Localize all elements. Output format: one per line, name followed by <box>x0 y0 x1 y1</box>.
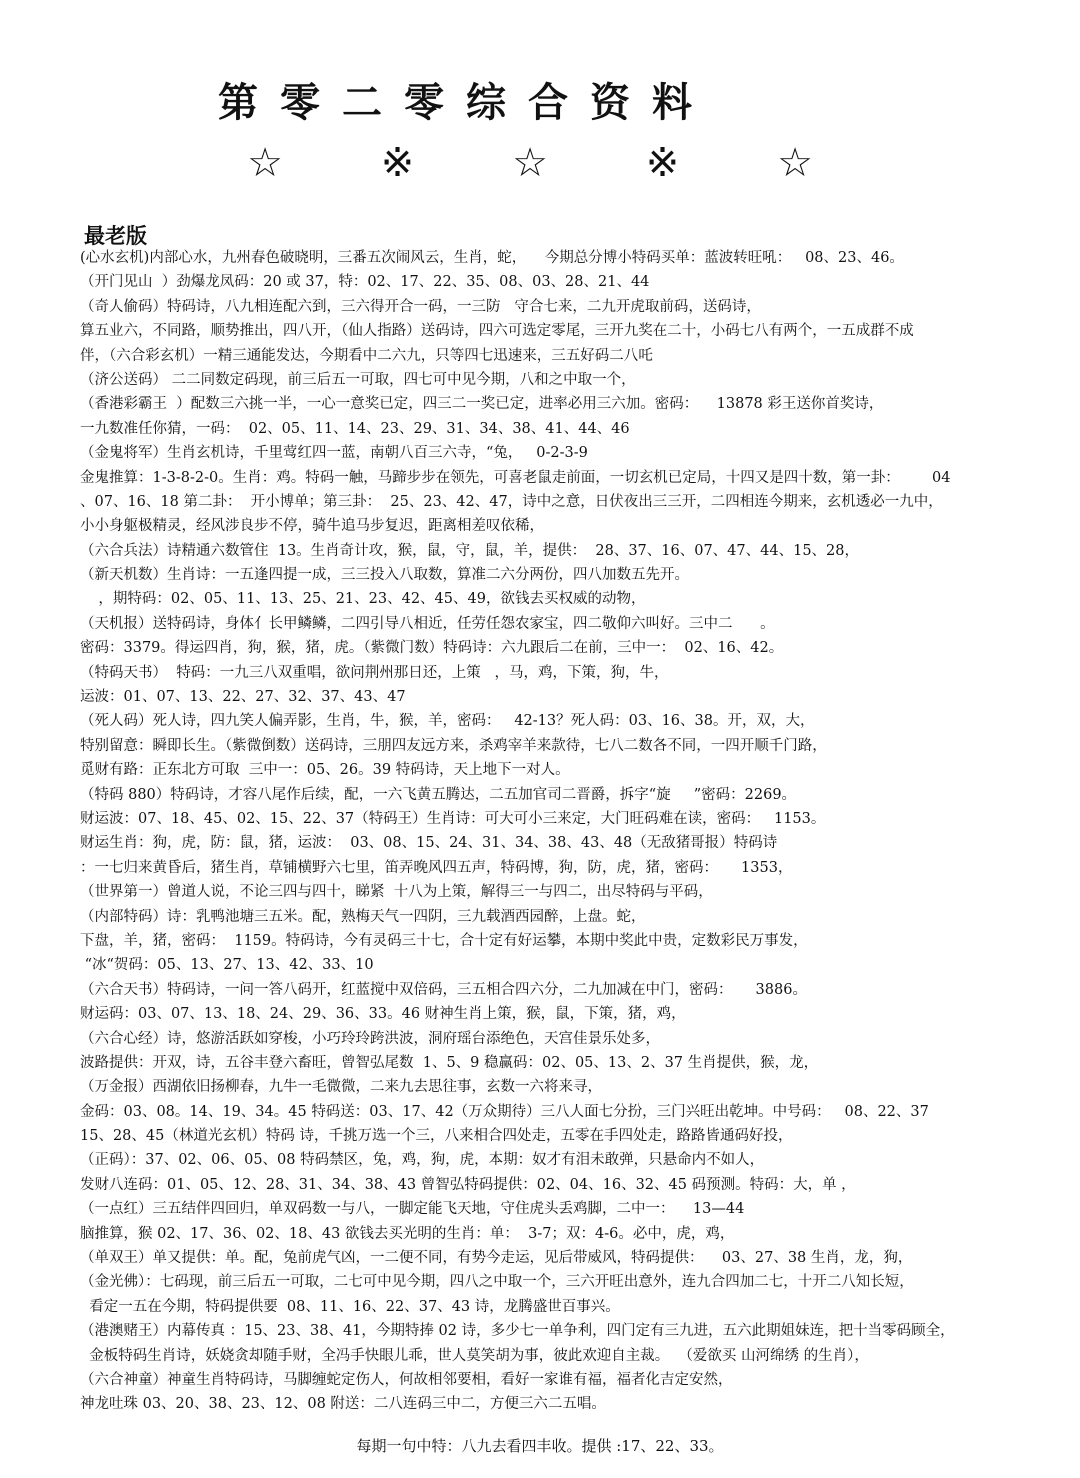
text-line: （单双王）单又提供：单。配，兔前虎气凶，一二便不同，有势今走运，见后带威风，特码提供： 03、27、38 生肖，龙，狗， <box>80 1250 913 1267</box>
text-line: 金板特码生肖诗，妖娆贪却随手财，全冯手快眼儿乖，世人莫笑胡为事，彼此欢迎自主裁。 （爱欲买 山河绵绣 的生肖）， <box>80 1347 869 1364</box>
text-line: 财运波：07、18、45、02、15、22、37（特码王）生肖诗：可大可小三来定，大门旺码难在读，密码： 1153。 <box>80 810 826 827</box>
text-line: （世界第一）曾道人说，不论三四与四十，睇紧 十八为上策，解得三一与四二，出尽特码与平码， <box>80 884 713 901</box>
version-label: 最老版 <box>84 224 147 248</box>
text-line: 看定一五在今期，特码提供要 08、11、16、22、37、43 诗，龙腾盛世百事兴。 <box>80 1298 620 1315</box>
text-line: 一九数准任你猜，一码： 02、05、11、14、23、29、31、34、38、41、44、46 <box>80 420 630 437</box>
text-line: 财运生肖：狗，虎，防：鼠，猪，运波： 03、08、15、24、31、34、38、43、48（无敌猪哥报）特码诗 <box>80 835 778 852</box>
star-icon: ☆ <box>777 140 813 186</box>
text-line: （奇人偷码）特码诗，八九相连配六到，三六得开合一码，一三防 守合七来，二九开虎取前码，送码诗， <box>80 298 761 315</box>
text-line: （港澳赌王）内幕传真 ：15、23、38、41，今期特捧 02 诗，多少七一单争利，四门定有三九进，五六此期姐妹连，把十当零码顾全， <box>80 1323 955 1340</box>
text-line: 伴，（六合彩玄机）一精三通能发达，今期看中二六九，只等四七迅速来，三五好码二八吒 <box>80 347 653 364</box>
text-line: ：一七归来黄昏后，猪生肖，草铺横野六七里，笛弄晚风四五声，特码博，狗，防，虎，猪，密码： 1353， <box>80 859 793 876</box>
star-icon: ☆ <box>247 140 283 186</box>
text-line: （六合兵法）诗精通六数管住 13。生肖奇计攻，猴，鼠，守，鼠，羊，提供： 28、37、16、07、47、44、15、28， <box>80 542 859 559</box>
text-line: （万金报）西湖依旧扬柳春，九牛一毛微微，二来九去思往事，玄数一六将来寻， <box>80 1079 602 1096</box>
document-footer: 每期一句中特：八九去看四丰收。提供 :17、22、33。 <box>356 1437 724 1455</box>
text-line: (心水玄机)内部心水，九州春色破晓明，三番五次闹风云，生肖，蛇， 今期总分博小特码买单：蓝波转旺吼： 08、23、46。 <box>80 250 904 266</box>
document-title: 第零二零综合资料 <box>218 80 714 126</box>
text-line: 金鬼推算：1-3-8-2-0。生肖：鸡。特码一触，马蹄步步在领先，可喜老鼠走前面，一切玄机已定局，十四又是四十数，第一卦： 04 <box>80 469 951 486</box>
text-line: （新天机数）生肖诗：一五逢四提一成，三三投入八取数，算准二六分两份，四八加数五先开。 <box>80 567 689 584</box>
reference-mark-icon: ※ <box>380 140 415 186</box>
text-line: 神龙吐珠 03、20、38、23、12、08 附送：二八连码三中二，方便三六二五唱。 <box>80 1396 606 1413</box>
text-line: （香港彩霸王 ）配数三六挑一半，一心一意奖已定，四三二一奖已定，进率必用三六加。密码： 13878 彩王送你首奖诗， <box>80 396 884 413</box>
reference-mark-icon: ※ <box>645 140 680 186</box>
text-line: （死人码）死人诗，四九笑人偏弄影，生肖，牛，猴，羊，密码： 42-13？死人码：03、16、38。开，双，大， <box>80 713 815 730</box>
text-line: （一点红）三五结伴四回归，单双码数一与八，一脚定能飞天地，守住虎头丢鸡脚，二中一： 13—44 <box>80 1201 745 1218</box>
text-line: 算五业六，不同路，顺势推出，四八开，（仙人指路）送码诗，四六可选定零尾，三开九奖在二十，小码七八有两个，一五成群不成 <box>80 323 914 340</box>
text-line: 波路提供：开双，诗，五谷丰登六畜旺，曾智弘尾数 1、5、9 稳赢码：02、05、13、2、37 生肖提供，猴，龙， <box>80 1054 819 1071</box>
decorative-symbol-row <box>240 138 820 188</box>
document-body <box>80 246 1030 1417</box>
star-icon: ☆ <box>512 140 548 186</box>
text-line: （天机报）送特码诗，身体亻长甲鳞鳞，二四引导八相近，任劳任怨农家宝，四二敬仰六叫好。三中二 。 <box>80 615 775 632</box>
text-line: （特码 880）特码诗，才容八尾作后续，配，一六飞黄五腾达，二五加官司二晋爵，拆字“旋 ”密码：2269。 <box>80 786 797 803</box>
text-line: 下盘，羊，猪，密码： 1159。特码诗，今有灵码三十七，合十定有好运攀，本期中奖此中贵，定数彩民万事发， <box>80 932 808 949</box>
text-line: 金码：03、08。14、19、34。45 特码送：03、17、42（万众期待）三八人面七分扮，三门兴旺出乾坤。中号码： 08、22、37 <box>80 1103 929 1120</box>
text-line: ，期特码：02、05、11、13、25、21、23、42、45、49，欲钱去买权威的动物， <box>80 591 646 608</box>
text-line: 特别留意：瞬即长生。（紫微倒数）送码诗，三朋四友远方来，杀鸡宰羊来款待，七八二数各不同，一四开顺千门路， <box>80 737 827 754</box>
text-line: （六合神童）神童生肖特码诗，马脚缠蛇定伤人，何故相邻要相，看好一家谁有福，福者化吉定安然， <box>80 1371 733 1388</box>
text-line: （特码天书） 特码：一九三八双重唱，欲问荆州那日还，上策 ，马，鸡，下策，狗，牛， <box>80 664 669 681</box>
text-line: 运波：01、07、13、22、27、32、37、43、47 <box>80 689 406 706</box>
text-line: （六合心经）诗，悠游活跃如穿梭，小巧玲玲跨洪波，洞府瑶台添绝色，天宫佳景乐处多， <box>80 1030 660 1047</box>
text-line: （正码）：37、02、06、05、08 特码禁区，兔，鸡，狗，虎，本期：奴才有泪未敢弹，只悬命内不如人， <box>80 1152 765 1169</box>
text-line: （金光佛）：七码现，前三后五一可取，二七可中见今期，四八之中取一个，三六开旺出意外，连九合四加二七，十开二八知长短， <box>80 1274 914 1291</box>
text-line: （金鬼将军）生肖玄机诗，千里莺红四一蓝，南朝八百三六寺，“兔， 0-2-3-9 <box>80 445 588 462</box>
text-line: 脑推算，猴 02、17、36、02、18、43 欲钱去买光明的生肖：单： 3-7；双：4-6。必中，虎，鸡， <box>80 1225 735 1242</box>
text-line: 、07、16、18 第二卦： 开小博单；第三卦： 25、23、42、47，诗中之意，日伏夜出三三开，二四相连今期来，玄机透必一九中， <box>80 493 943 510</box>
text-line: 15、28、45（林道光玄机）特码 诗，千挑万选一个三，八来相合四处走，五零在手四处走，路路皆通码好投， <box>80 1128 793 1145</box>
text-line: （内部特码）诗：乳鸭池塘三五米。配，熟梅天气一四阴，三九载酒西园醉，上盘。蛇， <box>80 908 646 925</box>
text-line: 发财八连码：01、05、12、28、31、34、38、43 曾智弘特码提供：02、04、16、32、45 码预测。特码：大，单 ， <box>80 1176 856 1193</box>
text-line: 觅财有路：正东北方可取 三中一：05、26。39 特码诗，天上地下一对人。 <box>80 762 570 779</box>
text-line: “冰“贺码：05、13、27、13、42、33、10 <box>80 957 374 974</box>
text-line: （济公送码） 二二同数定码现，前三后五一可取，四七可中见今期，八和之中取一个， <box>80 371 636 388</box>
text-line: 小小身躯极精灵，经风涉良步不停，骑牛追马步复迟，距离相差叹依稀， <box>80 518 544 535</box>
text-line: 财运码：03、07、13、18、24、29、36、33。46 财神生肖上策，猴，鼠，下策，猪，鸡， <box>80 1006 686 1023</box>
text-line: （开门见山 ）劲爆龙凤码：20 或 37，特：02、17、22、35、08、03、28、21、44 <box>80 274 650 291</box>
text-line: 密码：3379。得运四肖，狗，猴，猪，虎。（紫微门数）特码诗：六九跟后二在前，三中一： 02、16、42。 <box>80 640 784 657</box>
text-line: （六合天书）特码诗，一问一答八码开，红蓝搅中双倍码，三五相合四六分，二九加减在中门，密码： 3886。 <box>80 981 807 998</box>
